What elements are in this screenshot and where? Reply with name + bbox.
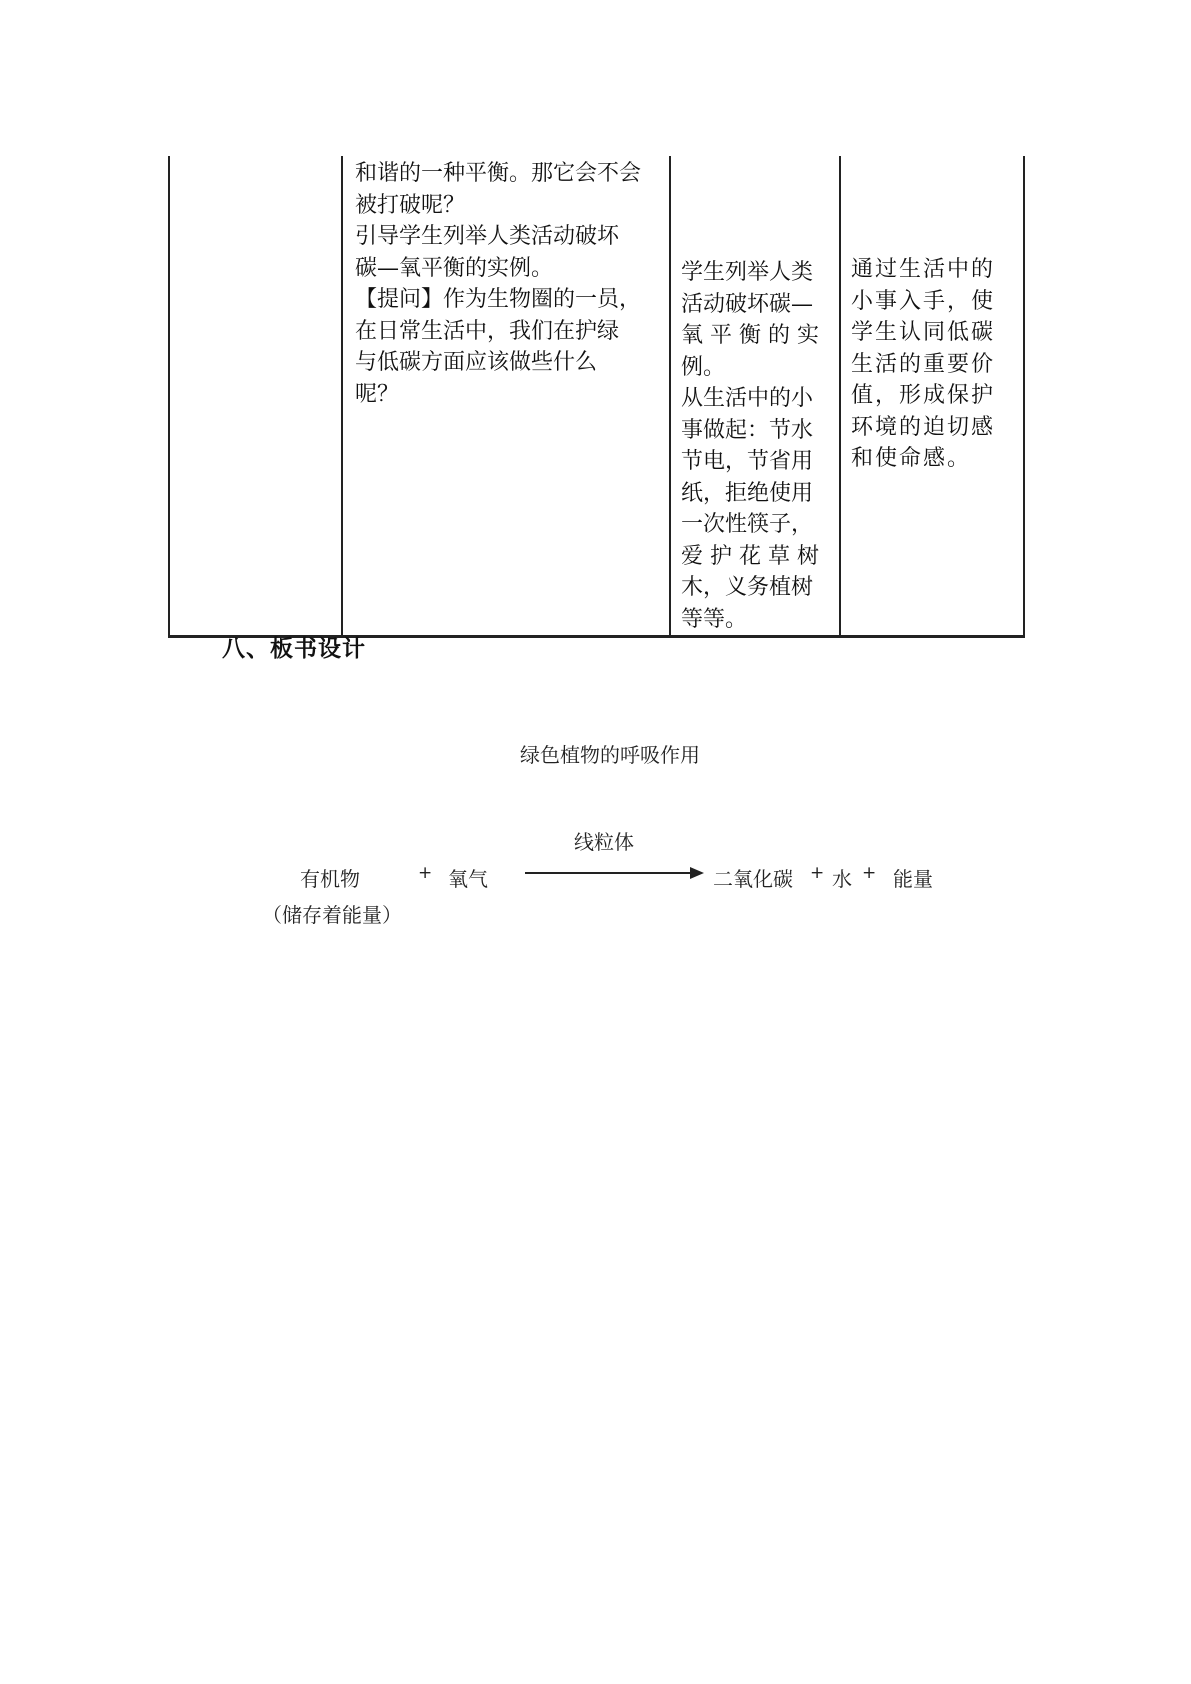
student-line: 爱 护 花 草 树 — [681, 543, 819, 569]
student-line: 事做起：节水 — [681, 417, 814, 443]
teacher-line: 在日常生活中，我们在护绿 — [355, 318, 620, 344]
intent-line: 通过生活中的 — [851, 257, 996, 282]
student-line: 等等。 — [681, 606, 748, 632]
teacher-line: 与低碳方面应该做些什么 — [355, 350, 598, 375]
reactant-organic-matter: 有机物 — [300, 867, 360, 891]
student-line: 活动破坏碳— — [681, 291, 814, 317]
plus-sign: + — [862, 863, 877, 883]
teacher-line: 呢？ — [355, 381, 400, 407]
teacher-line: 被打破呢？ — [355, 192, 466, 218]
intent-line: 和使命感。 — [851, 446, 972, 471]
student-line: 例。 — [681, 354, 726, 380]
intent-line: 生活的重要价 — [851, 351, 996, 377]
teacher-line: 碳—氧平衡的实例。 — [355, 255, 554, 281]
intent-line: 值，形成保护 — [851, 383, 996, 408]
student-line: 学生列举人类 — [681, 260, 814, 285]
student-line: 节电，节省用 — [681, 449, 814, 474]
reactant-oxygen: 氧气 — [448, 867, 488, 891]
section-heading: 八、板书设计 — [222, 636, 366, 662]
student-line: 一次性筷子， — [681, 512, 814, 537]
student-line: 从生活中的小 — [681, 386, 814, 411]
plus-sign: + — [810, 863, 825, 883]
plus-sign: + — [418, 863, 433, 883]
intent-line: 小事入手，使 — [851, 288, 996, 314]
teacher-line: 【提问】作为生物圈的一员， — [355, 287, 642, 312]
product-carbon-dioxide: 二氧化碳 — [713, 867, 793, 891]
student-line: 木，义务植树 — [681, 575, 814, 600]
intent-line: 学生认同低碳 — [851, 320, 996, 345]
reaction-condition: 线粒体 — [574, 830, 634, 854]
arrow-head-icon — [690, 867, 704, 879]
reaction-arrow — [525, 872, 693, 874]
board-title: 绿色植物的呼吸作用 — [520, 743, 700, 767]
product-energy: 能量 — [893, 867, 933, 891]
teacher-line: 和谐的一种平衡。那它会不会 — [355, 161, 642, 186]
student-line: 纸，拒绝使用 — [681, 480, 814, 506]
student-line: 氧 平 衡 的 实 — [681, 323, 819, 348]
teacher-line: 引导学生列举人类活动破坏 — [355, 224, 620, 249]
reactant-note: （储存着能量） — [262, 903, 402, 927]
product-water: 水 — [832, 867, 852, 891]
intent-line: 环境的迫切感 — [851, 414, 996, 440]
